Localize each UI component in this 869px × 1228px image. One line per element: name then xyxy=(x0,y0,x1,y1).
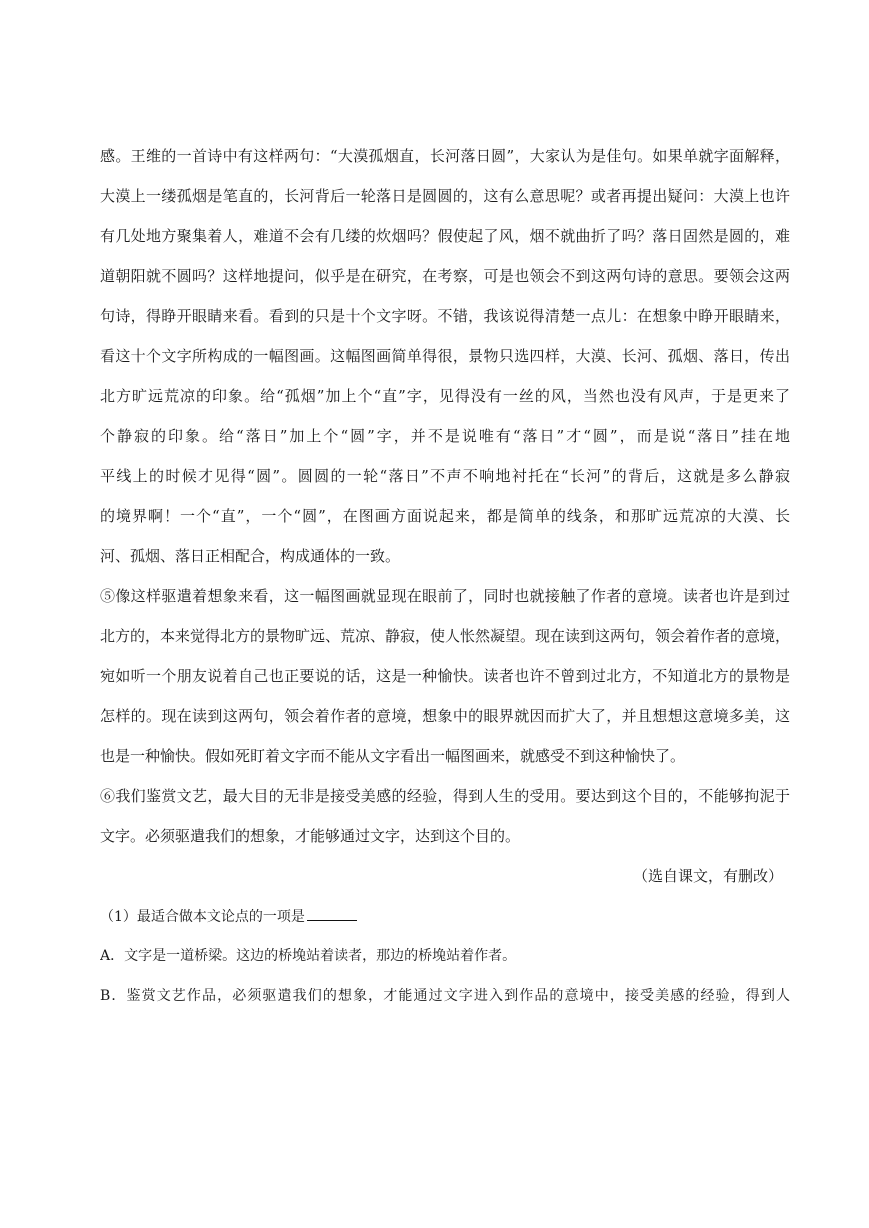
passage-line: 句诗，得睁开眼睛来看。看到的只是十个文字呀。不错，我该说得清楚一点儿：在想象中睁开眼睛来， xyxy=(100,307,790,325)
question-1-prompt: （1）最适合做本文论点的一项是 xyxy=(100,909,305,925)
paragraph-6-line: ⑥我们鉴赏文艺，最大目的无非是接受美感的经验，得到人生的受用。要达到这个目的，不能够拘泥于 xyxy=(100,787,790,805)
paragraph-5-line: ⑤像这样驱遣着想象来看，这一幅图画就显现在眼前了，同时也就接触了作者的意境。读者也许是到过 xyxy=(100,587,790,605)
answer-blank[interactable] xyxy=(307,906,357,921)
paragraph-5-line: 也是一种愉快。假如死盯着文字而不能从文字看出一幅图画来，就感受不到这种愉快了。 xyxy=(100,747,686,765)
question-1 xyxy=(100,906,357,927)
source-note: （选自课文，有删改） xyxy=(632,867,783,885)
passage-line: 北方旷远荒凉的印象。给“孤烟”加上个“直”字，见得没有一丝的风，当然也没有风声，于是更来了 xyxy=(100,387,790,405)
passage-line: 有几处地方聚集着人，难道不会有几缕的炊烟吗？假使起了风，烟不就曲折了吗？落日固然是圆的，难 xyxy=(100,227,790,245)
passage-line: 个静寂的印象。给“落日”加上个“圆”字，并不是说唯有“落日”才“圆”，而是说“落日”挂在地 xyxy=(100,427,790,445)
paragraph-5-line: 北方的，本来觉得北方的景物旷远、荒凉、静寂，使人怅然凝望。现在读到这两句，领会着作者的意境， xyxy=(100,627,790,645)
passage-line: 道朝阳就不圆吗？这样地提问，似乎是在研究，在考察，可是也领会不到这两句诗的意思。要领会这两 xyxy=(100,267,790,285)
option-a: A．文字是一道桥梁。这边的桥堍站着读者，那边的桥堍站着作者。 xyxy=(100,948,517,964)
paragraph-6-line: 文字。必须驱遣我们的想象，才能够通过文字，达到这个目的。 xyxy=(100,827,521,845)
passage-line: 大漠上一缕孤烟是笔直的，长河背后一轮落日是圆圆的，这有么意思呢？或者再提出疑问：大漠上也许 xyxy=(100,187,790,205)
passage-line: 看这十个文字所构成的一幅图画。这幅图画简单得很，景物只选四样，大漠、长河、孤烟、落日，传出 xyxy=(100,347,790,365)
paragraph-5-line: 宛如听一个朋友说着自己也正要说的话，这是一种愉快。读者也许不曾到过北方，不知道北方的景物是 xyxy=(100,667,790,685)
option-b: B．鉴赏文艺作品，必须驱遣我们的想象，才能通过文字进入到作品的意境中，接受美感的经验，得到人 xyxy=(100,988,790,1004)
passage-line: 感。王维的一首诗中有这样两句：“大漠孤烟直，长河落日圆”，大家认为是佳句。如果单就字面解释， xyxy=(100,147,790,165)
paragraph-5-line: 怎样的。现在读到这两句，领会着作者的意境，想象中的眼界就因而扩大了，并且想想这意境多美，这 xyxy=(100,707,790,725)
passage-line: 河、孤烟、落日正相配合，构成通体的一致。 xyxy=(100,547,401,565)
passage-line: 平线上的时候才见得“圆”。圆圆的一轮“落日”不声不响地衬托在“长河”的背后，这就是多么静寂 xyxy=(100,467,790,485)
passage-line: 的境界啊！一个“直”，一个“圆”，在图画方面说起来，都是简单的线条，和那旷远荒凉的大漠、长 xyxy=(100,507,790,525)
